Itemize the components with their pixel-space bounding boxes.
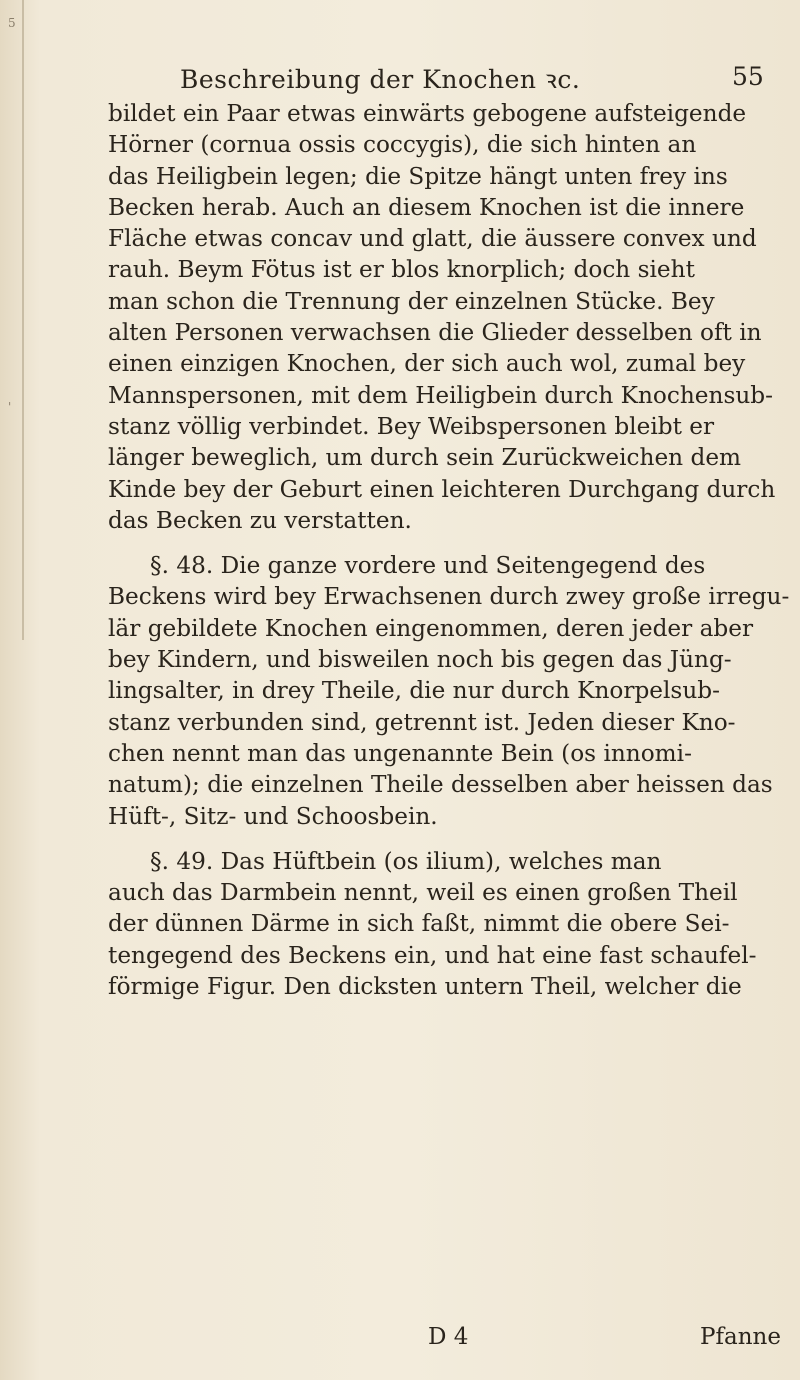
text-line: Becken herab. Auch an diesem Knochen ist die innere: [108, 193, 745, 221]
text-line: bey Kindern, und bisweilen noch bis gegen das Jüng-: [108, 646, 732, 674]
section-48-start: §. 48. Die ganze vordere und Seitengegend des: [150, 552, 706, 580]
text-line: das Becken zu verstatten.: [108, 506, 412, 534]
text-line: tengegend des Beckens ein, und hat eine fast schaufel-: [108, 941, 757, 969]
binding-gutter: [22, 0, 24, 640]
text-line: stanz völlig verbindet. Bey Weibspersonen bleibt er: [108, 412, 715, 440]
text-line: auch das Darmbein nennt, weil es einen großen Theil: [108, 879, 738, 907]
text-line: rauh. Beym Fötus ist er blos knorplich; doch sieht: [108, 256, 695, 284]
text-line: man schon die Trennung der einzelnen Stücke. Bey: [108, 287, 715, 315]
text-line: alten Personen verwachsen die Glieder desselben oft in: [108, 319, 762, 347]
text-line: Kinde bey der Geburt einen leichteren Durchgang durch: [108, 475, 776, 503]
gutter-mark: ': [8, 400, 12, 414]
text-line: förmige Figur. Den dicksten untern Theil, welcher die: [108, 973, 742, 1001]
text-line: natum); die einzelnen Theile desselben aber heissen das: [108, 771, 773, 799]
text-line: einen einzigen Knochen, der sich auch wol, zumal bey: [108, 350, 746, 378]
text-line: Mannspersonen, mit dem Heiligbein durch Knochensub-: [108, 381, 773, 409]
text-line: länger beweglich, um durch sein Zurückweichen dem: [108, 444, 742, 472]
section-49-start: §. 49. Das Hüftbein (os ilium), welches man: [150, 847, 662, 875]
text-line: stanz verbunden sind, getrennt ist. Jeden dieser Kno-: [108, 708, 736, 736]
page-number: 55: [732, 62, 764, 91]
running-title: Beschreibung der Knochen ꝛc.: [180, 65, 581, 94]
text-line: das Heiligbein legen; die Spitze hängt unten frey ins: [108, 162, 728, 190]
body-text: [108, 98, 790, 1002]
text-line: Beckens wird bey Erwachsenen durch zwey große irregu-: [108, 583, 790, 611]
catchword: Pfanne: [700, 1324, 781, 1350]
text-line: bildet ein Paar etwas einwärts gebogene aufsteigende: [108, 100, 747, 127]
text-line: lingsalter, in drey Theile, die nur durch Knorpelsub-: [108, 677, 720, 705]
text-line: lär gebildete Knochen eingenommen, deren jeder aber: [108, 614, 754, 642]
signature-mark: D 4: [428, 1324, 469, 1350]
text-line: chen nennt man das ungenannte Bein (os innomi-: [108, 739, 692, 767]
text-line: der dünnen Därme in sich faßt, nimmt die obere Sei-: [108, 910, 730, 938]
text-line: Hüft-, Sitz- und Schoosbein.: [108, 802, 438, 830]
gutter-mark: 5: [8, 16, 16, 30]
text-line: Hörner (cornua ossis coccygis), die sich hinten an: [108, 131, 697, 159]
text-line: Fläche etwas concav und glatt, die äussere convex und: [108, 225, 757, 253]
